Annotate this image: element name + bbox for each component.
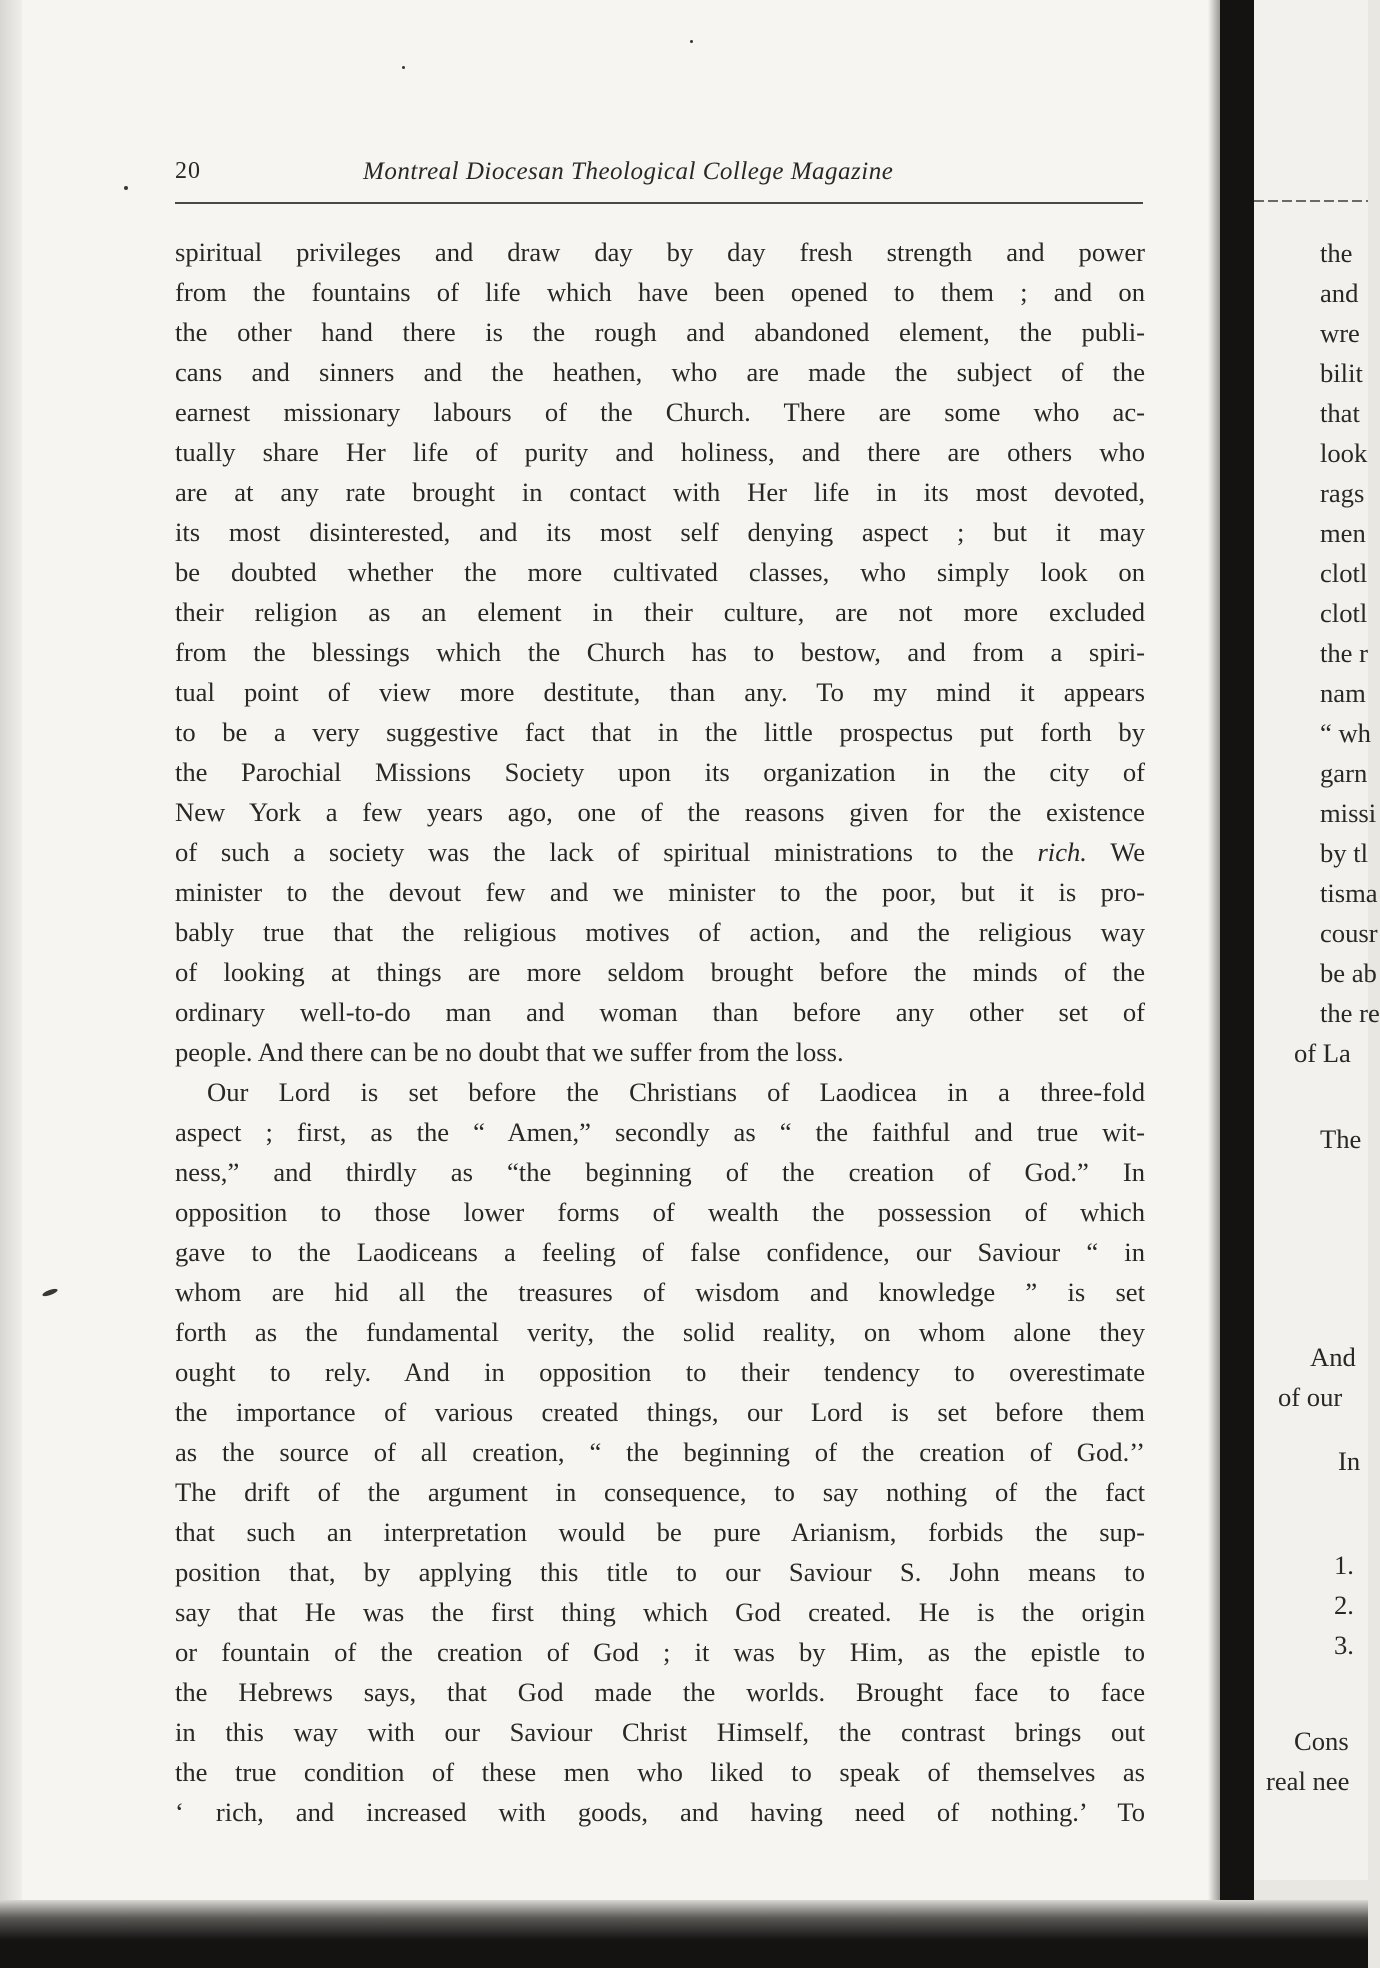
running-head: [175, 158, 1139, 194]
ink-speck: [124, 186, 128, 190]
next-page-text: clotl: [1320, 598, 1368, 628]
paragraph-start-line: Our Lord is set before the Christians of Laodicea in a three-fold: [207, 1077, 1145, 1107]
next-page-fragment: [1254, 0, 1380, 1880]
next-page-text: tisma: [1320, 878, 1378, 908]
next-page-text: rags: [1320, 478, 1365, 508]
text-line: whom are hid all the treasures of wisdom and knowledge ” is set: [175, 1277, 1145, 1307]
text-line: or fountain of the creation of God ; it was by Him, as the epistle to: [175, 1637, 1145, 1667]
text-segment: of such a society was the lack of spiritual ministrations to the: [175, 837, 1014, 867]
next-page-text: And: [1310, 1342, 1356, 1372]
next-page-text: that: [1320, 398, 1360, 428]
ink-speck: [402, 66, 405, 69]
text-line: be doubted whether the more cultivated classes, who simply look on: [175, 557, 1145, 587]
text-line: of looking at things are more seldom brought before the minds of the: [175, 957, 1145, 987]
page-left-edge: [0, 0, 22, 1968]
text-line: from the blessings which the Church has to bestow, and from a spiri-: [175, 637, 1145, 667]
text-segment: We: [1110, 837, 1145, 867]
ink-speck: [690, 40, 693, 43]
text-line: the true condition of these men who liked to speak of themselves as: [175, 1757, 1145, 1787]
next-page-text: of our: [1278, 1382, 1343, 1412]
header-rule: [175, 202, 1143, 204]
text-line: earnest missionary labours of the Church. There are some who ac-: [175, 397, 1145, 427]
text-line: that such an interpretation would be pure Arianism, forbids the sup-: [175, 1517, 1145, 1547]
text-line: tual point of view more destitute, than any. To my mind it appears: [175, 677, 1145, 707]
next-page-text: 1.: [1334, 1550, 1354, 1580]
text-line: say that He was the first thing which God created. He is the origin: [175, 1597, 1145, 1627]
text-line: from the fountains of life which have been opened to them ; and on: [175, 277, 1145, 307]
next-page-text: the re: [1320, 998, 1380, 1028]
text-line: minister to the devout few and we minister to the poor, but it is pro-: [175, 877, 1145, 907]
text-line: The drift of the argument in consequence, to say nothing of the fact: [175, 1477, 1145, 1507]
next-page-text: the r: [1320, 638, 1368, 668]
next-page-text: look: [1320, 438, 1368, 468]
text-line: the other hand there is the rough and abandoned element, the publi-: [175, 317, 1145, 347]
journal-title: Montreal Diocesan Theological College Magazine: [363, 158, 894, 185]
next-page-text: missi: [1320, 798, 1377, 828]
text-line: their religion as an element in their culture, are not more excluded: [175, 597, 1145, 627]
text-line: aspect ; first, as the “ Amen,” secondly as “ the faithful and true wit-: [175, 1117, 1145, 1147]
next-page-text: “ wh: [1320, 718, 1371, 748]
next-page-text: wre: [1320, 318, 1360, 348]
next-page-text: be ab: [1320, 958, 1377, 988]
next-page-text: and: [1320, 278, 1359, 308]
text-line: New York a few years ago, one of the reasons given for the existence: [175, 797, 1145, 827]
text-line: are at any rate brought in contact with Her life in its most devoted,: [175, 477, 1145, 507]
text-line: to be a very suggestive fact that in the little prospectus put forth by: [175, 717, 1145, 747]
page-number: 20: [175, 158, 201, 184]
next-page-text: cousr: [1320, 918, 1378, 948]
next-page-text: of La: [1294, 1038, 1351, 1068]
text-line: cans and sinners and the heathen, who are made the subject of the: [175, 357, 1145, 387]
text-line: ought to rely. And in opposition to their tendency to overestimate: [175, 1357, 1145, 1387]
text-line: the importance of various created things, our Lord is set before them: [175, 1397, 1145, 1427]
next-page-text: 2.: [1334, 1590, 1354, 1620]
next-page-text: The: [1320, 1124, 1362, 1154]
text-line: ness,” and thirdly as “the beginning of the creation of God.” In: [175, 1157, 1145, 1187]
text-line: ordinary well-to-do man and woman than before any other set of: [175, 997, 1145, 1027]
next-page-text: the: [1320, 238, 1353, 268]
next-page-text: garn: [1320, 758, 1368, 788]
text-line: ‘ rich, and increased with goods, and having need of nothing.’ To: [175, 1797, 1145, 1827]
next-page-text: nam: [1320, 678, 1366, 708]
text-line-with-italic: [175, 832, 1145, 872]
text-line: in this way with our Saviour Christ Himself, the contrast brings out: [175, 1717, 1145, 1747]
next-page-text: real nee: [1266, 1766, 1350, 1796]
next-page-text: bilit: [1320, 358, 1363, 388]
next-page-text: In: [1338, 1446, 1361, 1476]
text-line: bably true that the religious motives of action, and the religious way: [175, 917, 1145, 947]
next-page-text: Cons: [1294, 1726, 1349, 1756]
text-line: spiritual privileges and draw day by day fresh strength and power: [175, 237, 1145, 267]
next-page-text: men: [1320, 518, 1366, 548]
article-body: [175, 232, 1145, 1832]
text-line: opposition to those lower forms of wealth the possession of which: [175, 1197, 1145, 1227]
text-line: forth as the fundamental verity, the solid reality, on whom alone they: [175, 1317, 1145, 1347]
italic-word-rich: rich.: [1037, 837, 1087, 867]
page-bottom-shadow: [0, 1900, 1368, 1968]
paragraph-end-line: people. And there can be no doubt that we suffer from the loss.: [175, 1037, 844, 1067]
next-page-text: 3.: [1334, 1630, 1354, 1660]
text-line: as the source of all creation, “ the beginning of the creation of God.’’: [175, 1437, 1145, 1467]
text-line: the Parochial Missions Society upon its organization in the city of: [175, 757, 1145, 787]
book-gutter: [1220, 0, 1254, 1968]
text-line: the Hebrews says, that God made the worlds. Brought face to face: [175, 1677, 1145, 1707]
text-line: its most disinterested, and its most self denying aspect ; but it may: [175, 517, 1145, 547]
next-page-rule: [1254, 200, 1368, 202]
next-page-text: clotl: [1320, 558, 1368, 588]
text-line: position that, by applying this title to our Saviour S. John means to: [175, 1557, 1145, 1587]
next-page-text: by tl: [1320, 838, 1369, 868]
text-line: tually share Her life of purity and holiness, and there are others who: [175, 437, 1145, 467]
text-line: gave to the Laodiceans a feeling of false confidence, our Saviour “ in: [175, 1237, 1145, 1267]
